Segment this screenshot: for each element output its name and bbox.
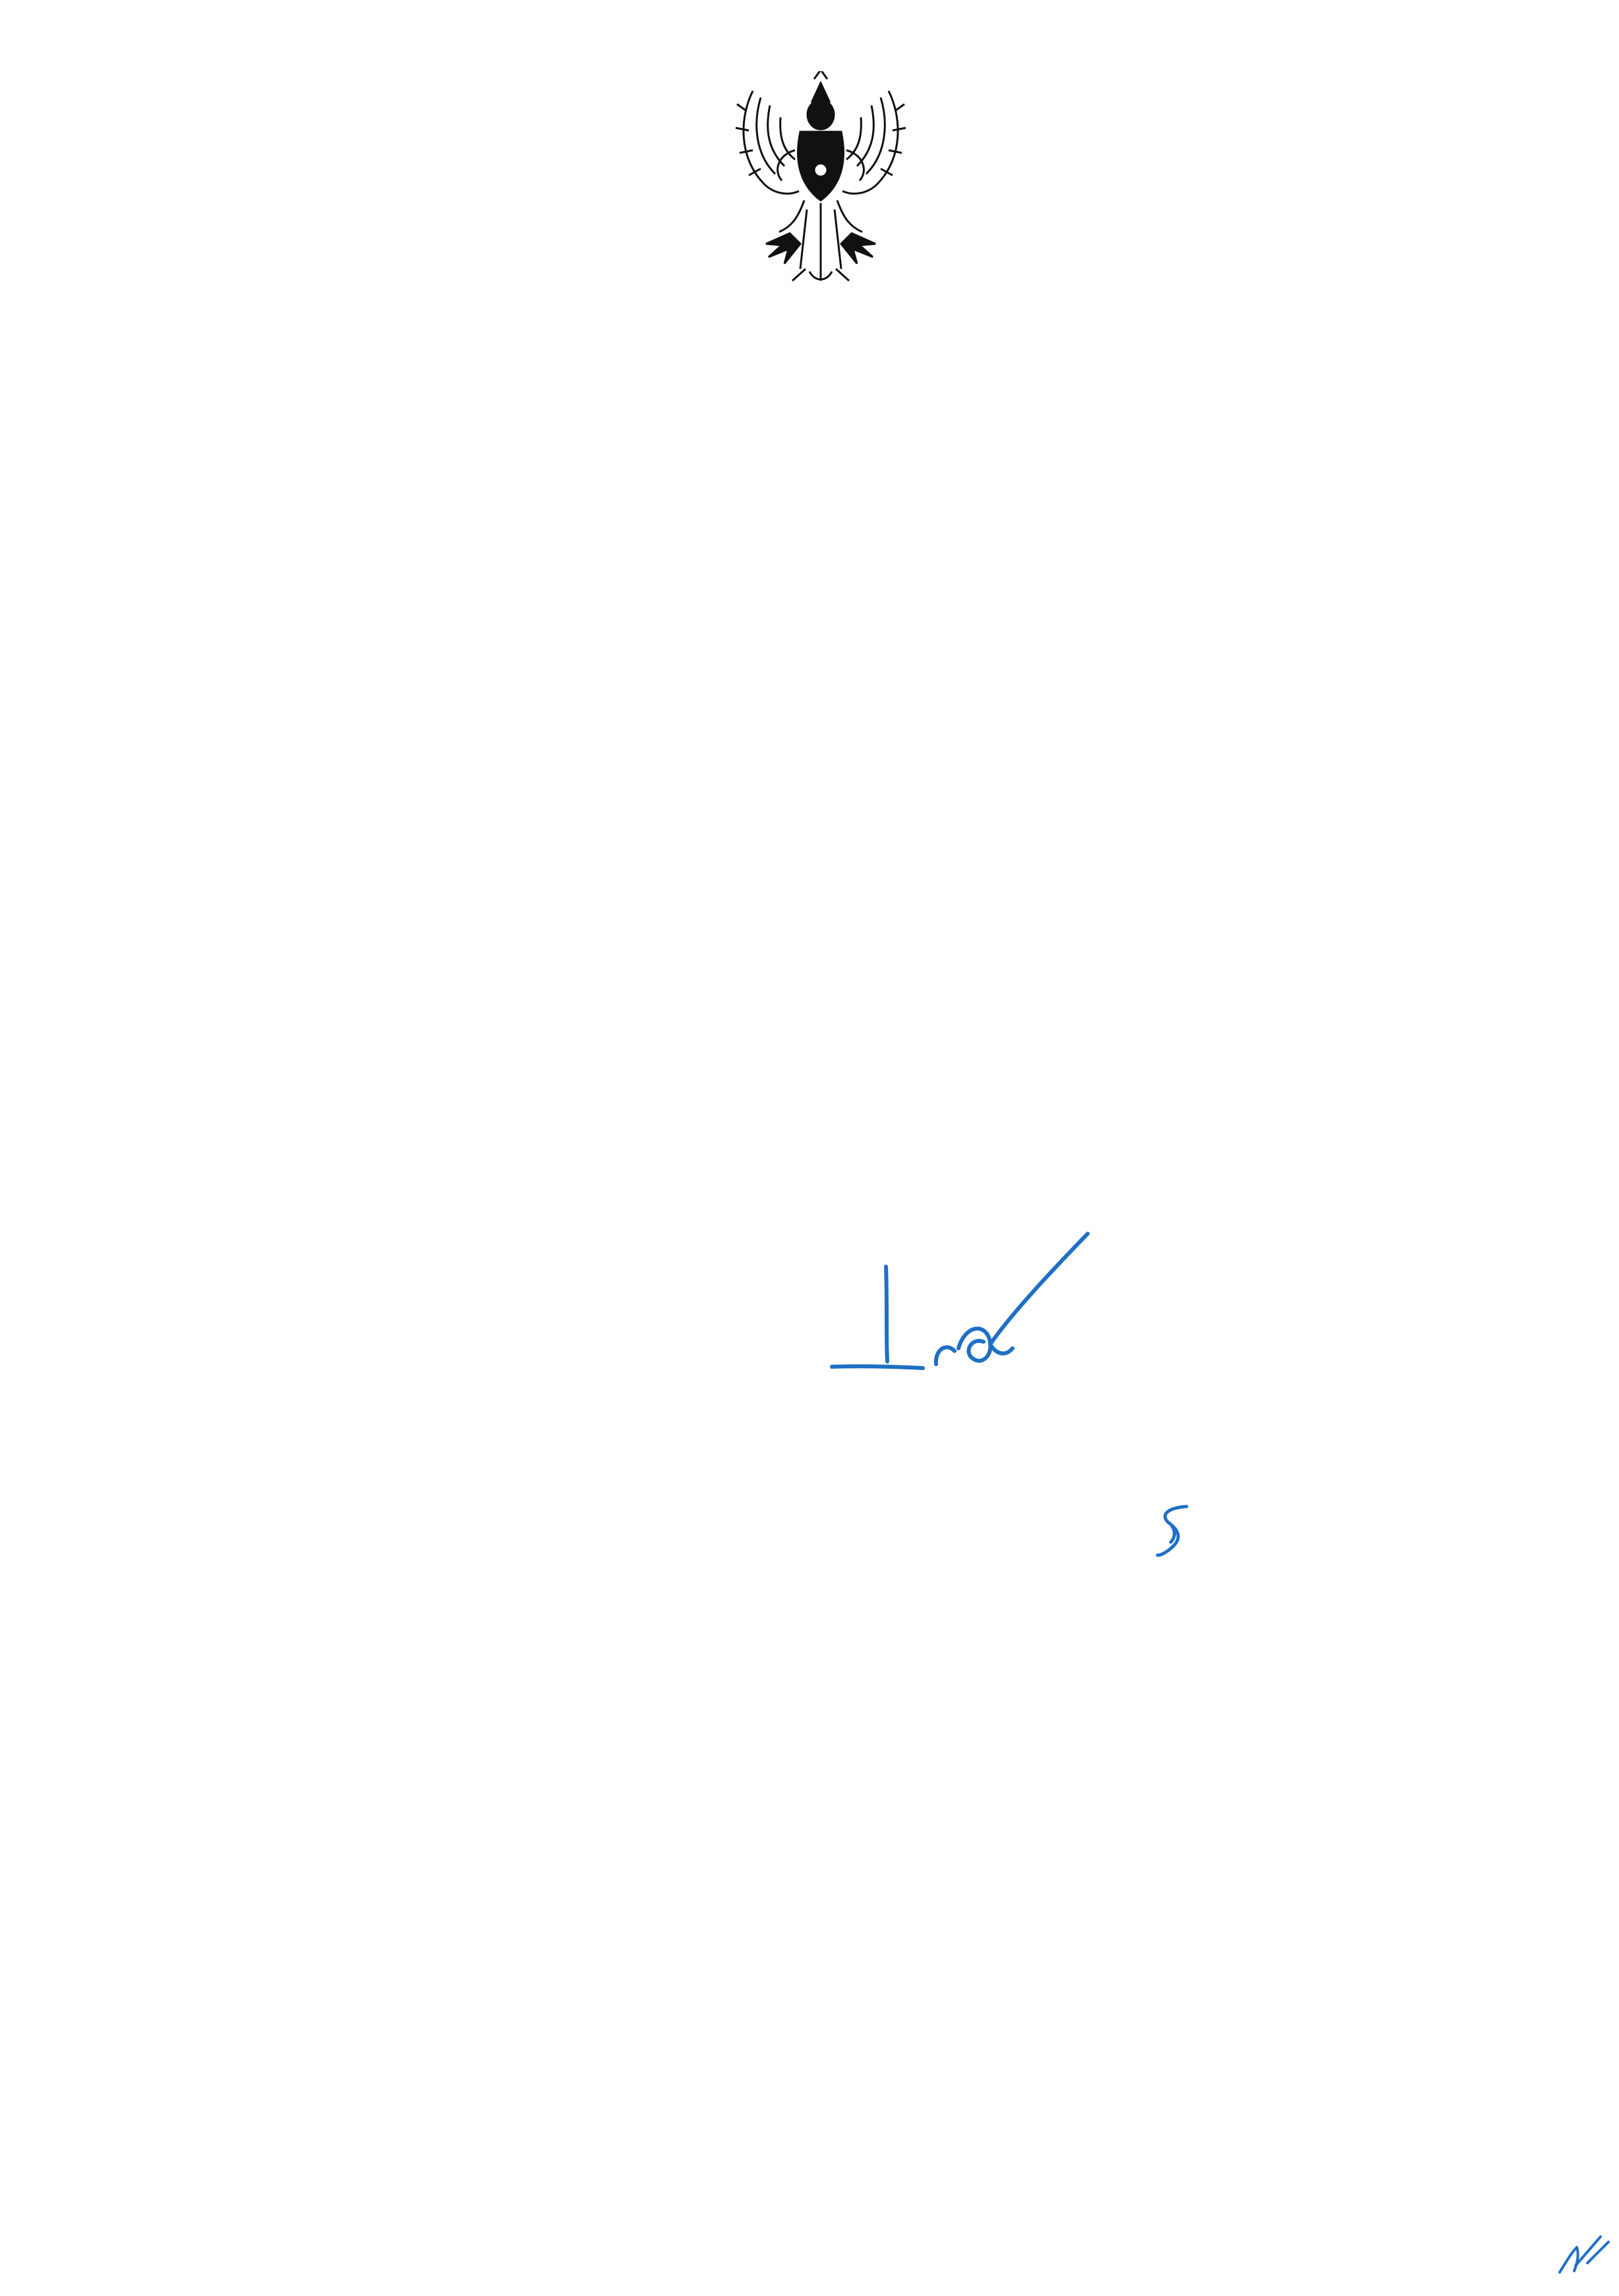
garuda-emblem-icon [726, 71, 915, 289]
pen-signature-icon [824, 1226, 1127, 1391]
handwritten-initials-icon [1148, 1500, 1196, 1559]
scribble-mark-icon [1554, 2225, 1611, 2278]
